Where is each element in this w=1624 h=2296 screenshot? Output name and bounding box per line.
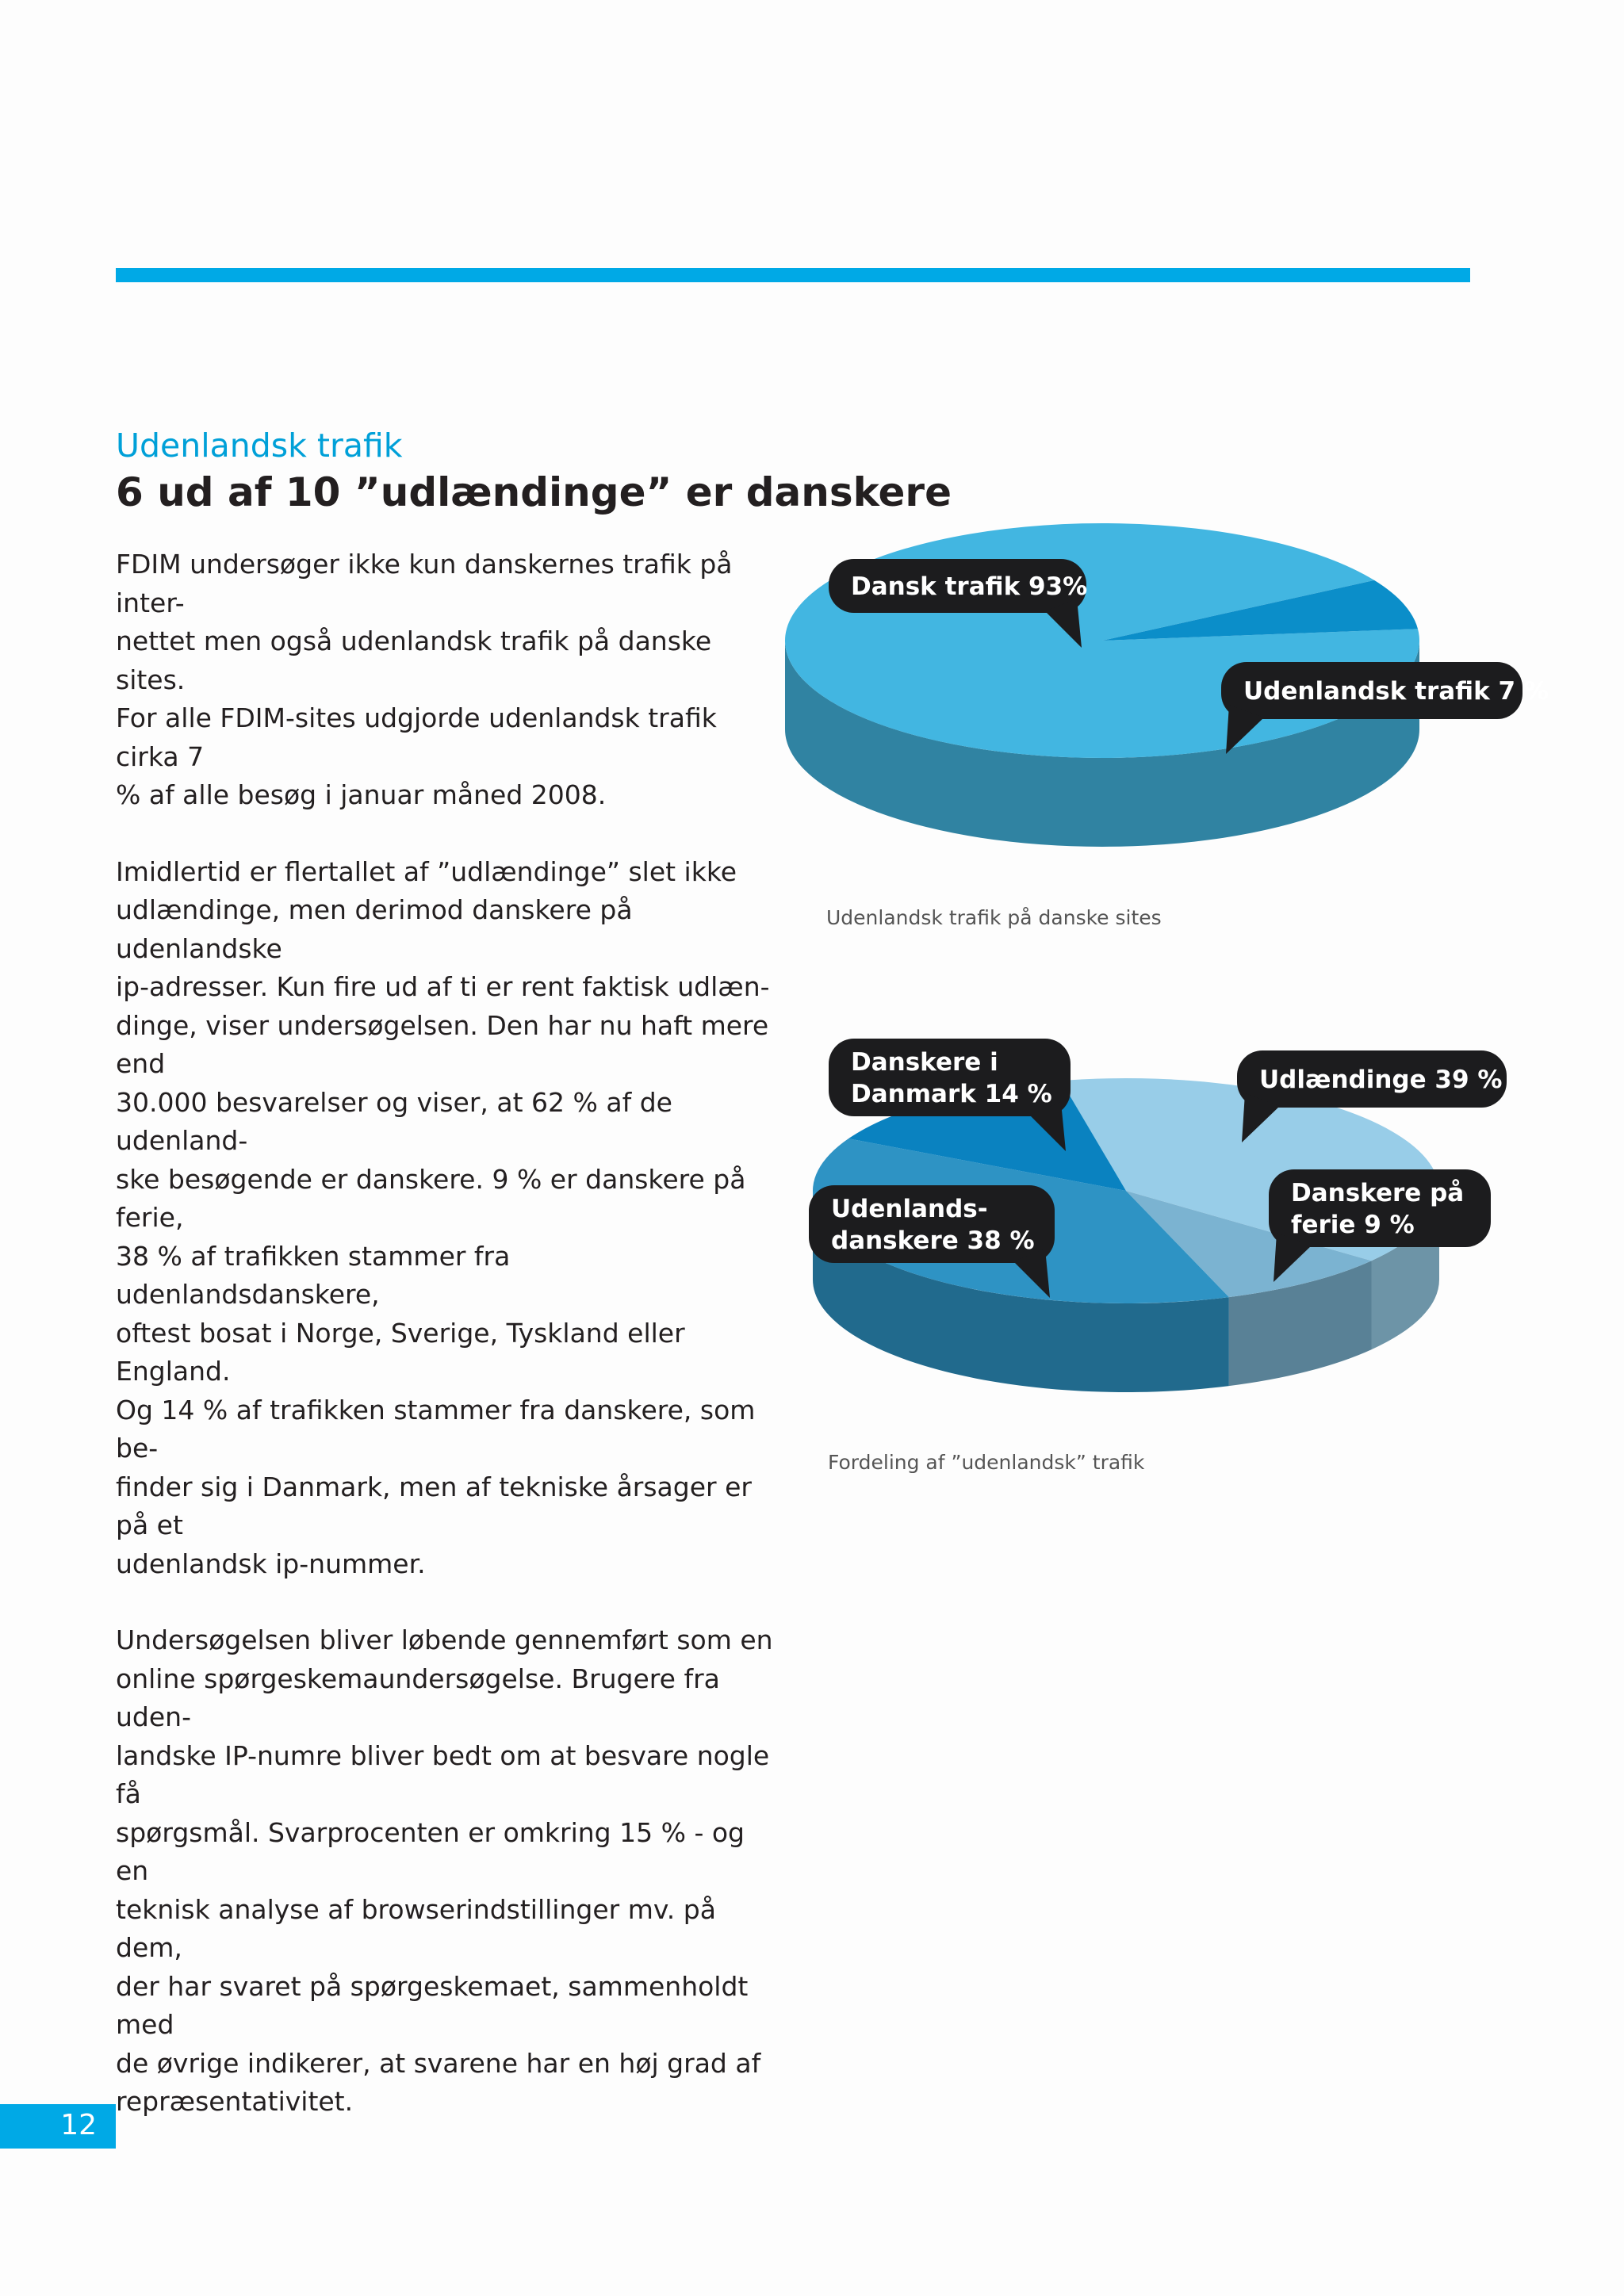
slice-label: Danskere på [1291, 1179, 1465, 1207]
slice-label: danskere 38 % [831, 1226, 1035, 1255]
page-headline: 6 ud af 10 ”udlændinge” er danskere [116, 469, 952, 515]
section-kicker: Udenlandsk trafik [116, 427, 403, 465]
top-accent-rule [116, 268, 1470, 282]
body-paragraph: Undersøgelsen bliver løbende gennemført som en online spørgeskemaundersøgelse. Brugere fra uden- landske IP-numre bliver bedt om at besvare nogle få spørgsmål. Svarprocenten er omkring 15 % - og en teknisk analyse af browserindstillinger mv. på dem, der har svaret på spørgeskemaet, sammenholdt med de øvrige indikerer, at svarene har en høj grad af repræsentativitet. [116, 1624, 773, 2117]
slice-label: Dansk trafik 93% [851, 572, 1088, 601]
chart-caption: Fordeling af ”udenlandsk” trafik [828, 1451, 1145, 1474]
body-text [116, 545, 774, 2160]
pie-chart [809, 1039, 1507, 1392]
slice-label: Danskere i [851, 1048, 998, 1077]
slice-label: Udenlandsk trafik 7 % [1243, 677, 1549, 706]
pie-chart [785, 523, 1549, 847]
page-number: 12 [60, 2109, 97, 2141]
page-number-box [0, 2104, 116, 2149]
body-paragraph: Imidlertid er flertallet af ”udlændinge” slet ikke udlændinge, men derimod danskere på udenlandske ip-adresser. Kun fire ud af ti er rent faktisk udlæn- dinge, viser undersøgelsen. Den har nu haft mere end 30.000 besvarelser og viser, at 62 % af de udenland- ske besøgende er danskere. 9 % er danskere på ferie, 38 % af trafikken stammer fra udenlandsdanskere, oftest bosat i Norge, Sverige, Tyskland eller England. Og 14 % af trafikken stammer fra danskere, som be- finder sig i Danmark, men af tekniske årsager er på et udenlandsk ip-nummer. [116, 855, 770, 1579]
pie-charts [793, 539, 1549, 1490]
slice-label: ferie 9 % [1291, 1211, 1415, 1239]
body-paragraph: FDIM undersøger ikke kun danskernes trafik på inter- nettet men også udenlandsk trafik på danske sites. For alle FDIM-sites udgjorde udenlandsk trafik cirka 7 % af alle besøg i januar måned 2008. [116, 549, 733, 810]
slice-label: Udlændinge 39 % [1259, 1066, 1503, 1094]
chart-caption: Udenlandsk trafik på danske sites [826, 906, 1162, 929]
slice-label: Udenlands- [831, 1195, 988, 1223]
slice-label: Danmark 14 % [851, 1080, 1052, 1108]
